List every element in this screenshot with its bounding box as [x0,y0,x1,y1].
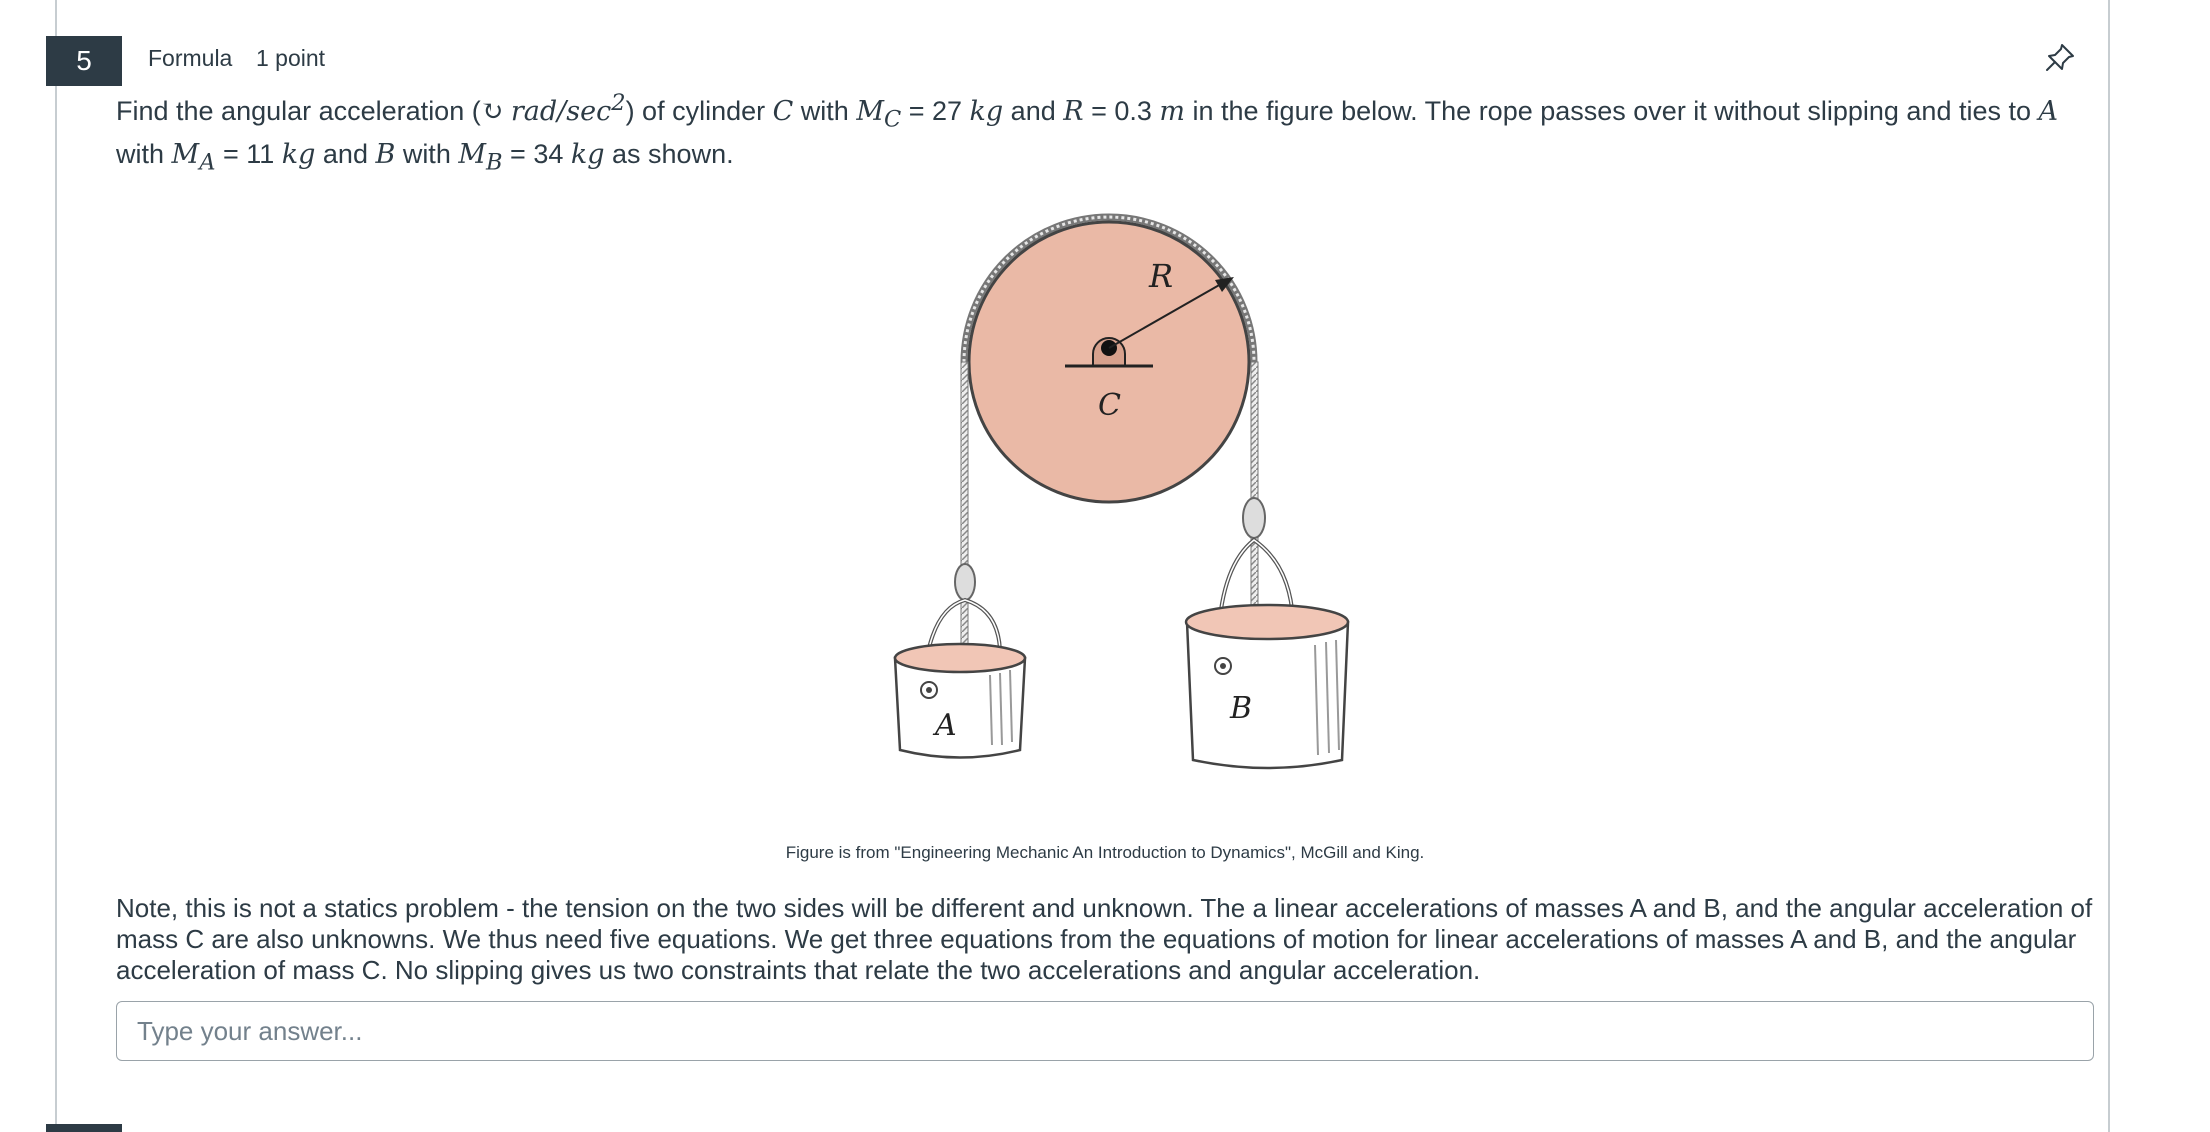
prompt-text: and [1003,96,1064,126]
bucket-b [1187,622,1348,768]
unit-exponent: 2 [611,90,626,116]
unit-m: m [1159,96,1185,127]
symbol-a: A [2038,96,2059,127]
figure-caption: Figure is from "Engineering Mechanic An Introduction to Dynamics", McGill and King. [785,843,1425,862]
symbol-b: B [375,139,396,171]
prompt-text: and [315,139,376,170]
pin-icon[interactable] [2042,40,2078,76]
label-a: A [935,708,957,743]
label-r: R [1149,257,1174,295]
question-note: Note, this is not a statics problem - the tension on the two sides will be different and unknown. The a linear accelerations of masses A and B, and the angular acceleration of mass C are also unknowns. We thus need five equations. We get three equations from the equations of motion for linear accelerations of masses A and B, and the angular acceleration of mass C. No slipping gives us two constraints that relate the two accelerations and angular acceleration. [116,893,2093,985]
question-number: 5 [46,36,122,86]
knot-left [955,564,975,600]
subscript-a: A [199,149,216,176]
rotation-icon: ↻ [480,96,504,127]
symbol-c: C [772,96,794,127]
question-border-left [55,0,57,1132]
bucket-a-contents [895,644,1025,672]
unit-rad: rad [510,96,558,127]
pulley-figure [860,170,1460,790]
prompt-text: with [793,96,857,126]
question-prompt [116,86,2076,181]
question-border-right [2108,0,2110,1132]
knot-right [1243,498,1265,538]
prompt-text: as shown. [604,139,734,170]
value-r: = 0.3 [1083,96,1160,126]
prompt-text: Find the angular acceleration ( [116,96,481,126]
prompt-text: with [395,139,459,170]
symbol-r: R [1063,96,1084,127]
prompt-text: with [116,139,172,170]
pulley-diagram [860,170,1460,790]
value-mc: = 27 [901,96,970,126]
unit-kg: kg [570,139,605,171]
unit-slash: / [557,96,567,127]
unit-kg: kg [281,139,316,171]
prompt-text: ) of cylinder [625,96,773,126]
question-type: Formula [148,45,233,71]
answer-input[interactable] [116,1001,2094,1061]
unit-sec: sec [566,96,612,127]
bucket-b-contents [1186,605,1348,639]
symbol-m: M [171,139,200,171]
question-points: 1 point [256,45,326,71]
subscript-b: B [486,149,503,176]
subscript-c: C [883,106,902,133]
value-ma: = 11 [215,139,282,170]
symbol-m: M [458,139,486,171]
label-b: B [1230,691,1253,726]
prompt-text: in the figure below. The rope passes over it without slipping and ties to [1185,96,2039,126]
label-c: C [1098,388,1121,423]
unit-kg: kg [969,96,1004,127]
value-mb: = 34 [502,139,571,170]
next-question-number-edge [46,1124,122,1132]
symbol-m: M [856,96,884,127]
